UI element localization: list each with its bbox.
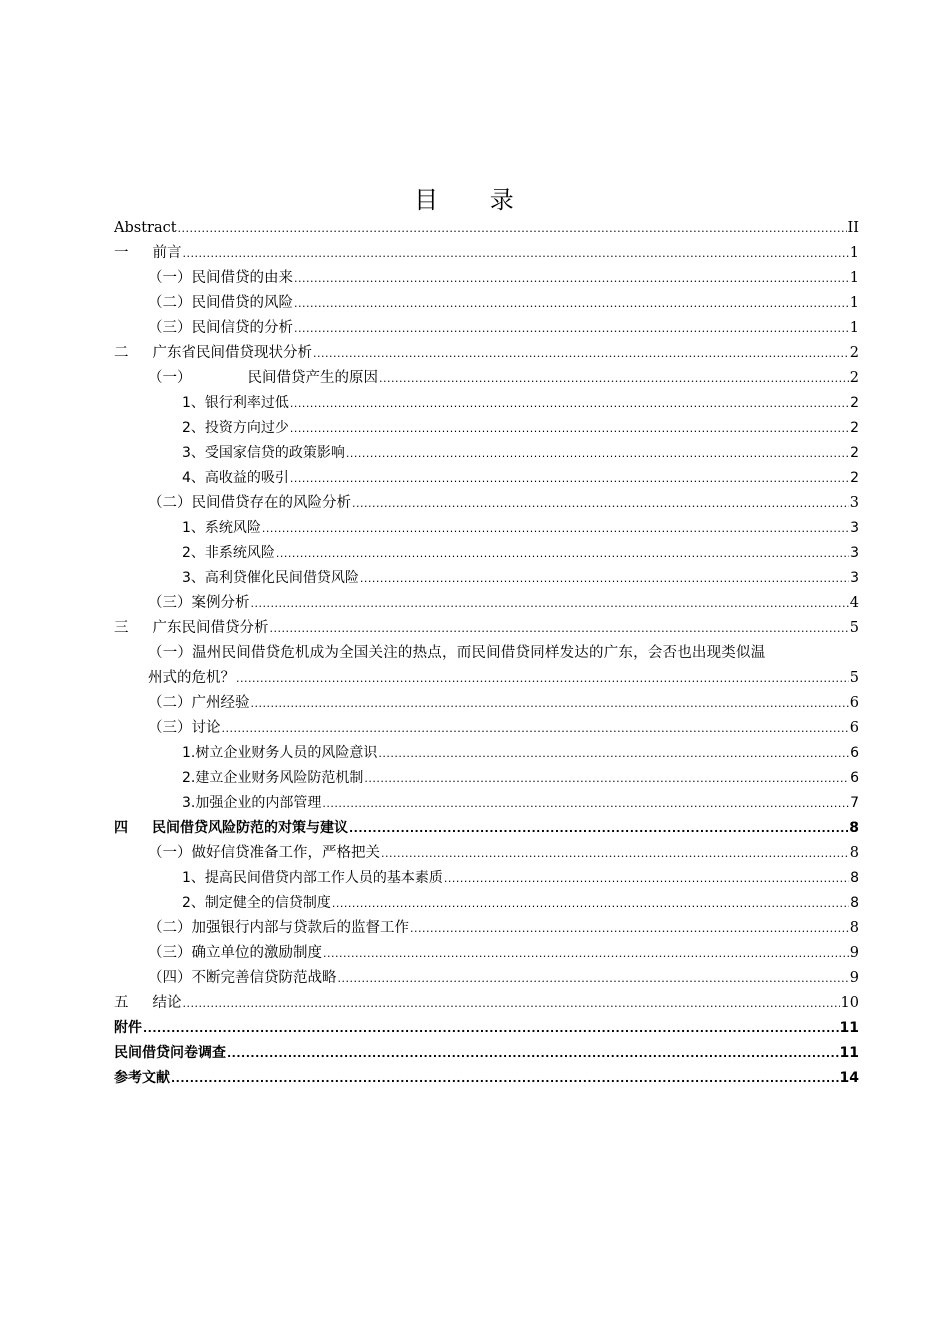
toc-entry-section[interactable]	[114, 491, 859, 516]
toc-number: 1、	[182, 520, 205, 536]
toc-entry-section[interactable]	[114, 716, 859, 741]
dot-leader	[251, 691, 849, 716]
toc-label: 高利贷催化民间借贷风险	[204, 570, 359, 586]
toc-label: 民间借贷存在的风险分析	[191, 495, 351, 511]
dot-leader	[410, 916, 849, 941]
toc-page-number: 14	[839, 1070, 859, 1086]
toc-entry-section[interactable]	[114, 266, 859, 291]
toc-entry-subsection[interactable]	[114, 791, 859, 816]
toc-page-number: 8	[849, 920, 859, 936]
toc-label: 高收益的吸引	[204, 470, 289, 486]
toc-label: 民间借贷的由来	[191, 270, 293, 286]
toc-page-number: 3	[849, 495, 859, 511]
toc-page-number: 11	[839, 1045, 859, 1061]
toc-page-number: 5	[849, 670, 859, 686]
toc-page-number: 9	[849, 945, 859, 961]
toc-entry-chapter[interactable]	[114, 991, 859, 1016]
toc-entry-section[interactable]	[114, 966, 859, 991]
toc-number: 3、	[182, 445, 205, 461]
toc-page-number: 8	[850, 870, 859, 886]
toc-entry-section[interactable]	[114, 916, 859, 941]
dot-leader	[294, 266, 849, 291]
toc-number: 3.	[182, 795, 196, 811]
dot-leader	[364, 766, 849, 791]
toc-entry-subsection[interactable]	[114, 766, 859, 791]
dot-leader	[338, 966, 849, 991]
dot-leader	[222, 716, 849, 741]
toc-number: （四）	[148, 970, 192, 986]
toc-label: 加强银行内部与贷款后的监督工作	[191, 920, 409, 936]
dot-leader	[360, 566, 849, 591]
toc-entry-section[interactable]	[114, 941, 859, 966]
toc-page-number: 8	[849, 845, 859, 861]
toc-number: 一	[114, 245, 129, 261]
toc-page-number: 6	[850, 745, 859, 761]
toc-label: 做好信贷准备工作，严格把关	[191, 845, 380, 861]
toc-number: 4、	[182, 470, 205, 486]
toc-number: （二）	[148, 695, 192, 711]
toc-number: 四	[114, 820, 128, 836]
dot-leader	[346, 441, 849, 466]
toc-entry-subsection[interactable]	[114, 391, 859, 416]
toc-page-number: 2	[850, 445, 859, 461]
toc-page-number: 2	[849, 370, 859, 386]
toc-page-number: 2	[850, 470, 859, 486]
toc-entry-chapter[interactable]	[114, 341, 859, 366]
toc-page-number: 2	[849, 345, 859, 361]
toc-label: 投资方向过少	[204, 420, 289, 436]
toc-number: 2、	[182, 545, 205, 561]
toc-label: 参考文献	[114, 1070, 170, 1086]
toc-page-number: 11	[839, 1020, 859, 1036]
dot-leader	[290, 466, 849, 491]
toc-label: 加强企业的内部管理	[195, 795, 322, 811]
dot-leader	[183, 991, 840, 1016]
toc-number: 2.	[182, 770, 196, 786]
table-of-contents	[114, 216, 859, 1091]
toc-entry-section[interactable]	[114, 591, 859, 616]
toc-page-number: 8	[849, 820, 859, 836]
toc-entry-abstract[interactable]	[114, 216, 859, 241]
toc-page-number: 3	[850, 545, 859, 561]
toc-number: 2、	[182, 420, 205, 436]
dot-leader	[379, 366, 849, 391]
toc-page-number: 1	[849, 270, 859, 286]
dot-leader	[313, 341, 849, 366]
toc-label: 案例分析	[191, 595, 250, 611]
toc-label: 民间信贷的分析	[191, 320, 293, 336]
toc-page-number: 6	[849, 720, 859, 736]
dot-leader	[143, 1016, 839, 1041]
toc-label: 民间借贷产生的原因	[247, 370, 378, 386]
toc-number: （三）	[148, 720, 192, 736]
toc-page-number: 6	[849, 695, 859, 711]
toc-label: 结论	[152, 995, 182, 1011]
toc-label: 树立企业财务人员的风险意识	[195, 745, 378, 761]
toc-entry-section[interactable]	[114, 291, 859, 316]
dot-leader	[349, 816, 848, 841]
toc-number: （三）	[148, 320, 192, 336]
toc-entry-section[interactable]	[114, 366, 859, 391]
toc-entry-subsection[interactable]	[114, 866, 859, 891]
page-title: 目 录	[414, 186, 536, 214]
toc-label: 讨论	[191, 720, 221, 736]
toc-entry-subsection[interactable]	[114, 466, 859, 491]
toc-entry-subsection[interactable]	[114, 741, 859, 766]
dot-leader	[236, 666, 849, 691]
toc-label: 前言	[152, 245, 182, 261]
toc-number: （三）	[148, 945, 192, 961]
dot-leader	[183, 241, 849, 266]
toc-page-number: 5	[849, 620, 859, 636]
toc-label: 民间借贷的风险	[191, 295, 293, 311]
toc-label: 受国家信贷的政策影响	[204, 445, 345, 461]
toc-entry-section-continuation[interactable]	[114, 666, 859, 691]
dot-leader	[290, 391, 849, 416]
toc-label: 温州民间借贷危机成为全国关注的热点，而民间借贷同样发达的广东，会否也出现类似温	[192, 645, 766, 661]
toc-entry-subsection[interactable]	[114, 891, 859, 916]
dot-leader	[323, 941, 849, 966]
toc-entry-chapter[interactable]	[114, 241, 859, 266]
dot-leader	[444, 866, 849, 891]
toc-label: 制定健全的信贷制度	[204, 895, 331, 911]
dot-leader	[276, 541, 849, 566]
toc-page-number: 2	[850, 420, 859, 436]
toc-label: 广州经验	[191, 695, 250, 711]
toc-number: （一）	[148, 270, 192, 286]
toc-label-continuation: 州式的危机？	[148, 670, 235, 686]
toc-label: 不断完善信贷防范战略	[191, 970, 337, 986]
dot-leader	[270, 616, 849, 641]
dot-leader	[171, 1066, 839, 1091]
toc-page-number: 10	[840, 995, 859, 1011]
toc-page-number: 3	[850, 520, 859, 536]
toc-page-number: 7	[850, 795, 859, 811]
toc-page-number: 8	[850, 895, 859, 911]
toc-number: （一）	[148, 370, 192, 386]
toc-page-number: 1	[849, 245, 859, 261]
toc-label: Abstract	[114, 220, 177, 236]
toc-number: （一）	[148, 845, 192, 861]
toc-page-number: II	[847, 220, 859, 236]
dot-leader	[262, 516, 849, 541]
toc-entry-chapter[interactable]	[114, 816, 859, 841]
toc-entry-section[interactable]	[114, 841, 859, 866]
toc-entry-subsection[interactable]	[114, 541, 859, 566]
toc-number: 1、	[182, 395, 205, 411]
dot-leader	[227, 1041, 839, 1066]
dot-leader	[381, 841, 849, 866]
toc-number: （二）	[148, 495, 192, 511]
toc-number: （二）	[148, 920, 192, 936]
toc-label: 广东民间借贷分析	[152, 620, 269, 636]
toc-number: 1、	[182, 870, 205, 886]
toc-number: （三）	[148, 595, 192, 611]
dot-leader	[294, 316, 849, 341]
dot-leader	[178, 216, 847, 241]
toc-number: 三	[114, 620, 129, 636]
dot-leader	[352, 491, 849, 516]
toc-number: 3、	[182, 570, 205, 586]
toc-page-number: 6	[850, 770, 859, 786]
toc-label: 提高民间借贷内部工作人员的基本素质	[204, 870, 443, 886]
toc-entry-section[interactable]	[114, 316, 859, 341]
toc-label: 建立企业财务风险防范机制	[195, 770, 364, 786]
toc-label: 民间借贷风险防范的对策与建议	[152, 820, 348, 836]
dot-leader	[294, 291, 849, 316]
dot-leader	[378, 741, 849, 766]
toc-label: 广东省民间借贷现状分析	[152, 345, 312, 361]
toc-number: 2、	[182, 895, 205, 911]
toc-entry-subsection[interactable]	[114, 416, 859, 441]
toc-entry-subsection[interactable]	[114, 516, 859, 541]
toc-label: 附件	[114, 1020, 142, 1036]
toc-page-number: 4	[849, 595, 859, 611]
toc-entry-chapter[interactable]	[114, 616, 859, 641]
toc-number: （一）	[148, 645, 193, 661]
toc-entry-section-wrapped[interactable]	[114, 641, 859, 666]
toc-entry-subsection[interactable]	[114, 441, 859, 466]
toc-number: （二）	[148, 295, 192, 311]
toc-label: 民间借贷问卷调查	[114, 1045, 226, 1061]
toc-label: 确立单位的激励制度	[191, 945, 322, 961]
toc-number: 二	[114, 345, 129, 361]
toc-page-number: 1	[849, 320, 859, 336]
toc-page-number: 2	[850, 395, 859, 411]
toc-label: 银行利率过低	[204, 395, 289, 411]
toc-entry-subsection[interactable]	[114, 566, 859, 591]
toc-entry-survey[interactable]	[114, 1041, 859, 1066]
toc-page-number: 9	[849, 970, 859, 986]
toc-label: 非系统风险	[204, 545, 275, 561]
dot-leader	[251, 591, 849, 616]
dot-leader	[332, 891, 849, 916]
toc-entry-appendix[interactable]	[114, 1016, 859, 1041]
dot-leader	[322, 791, 849, 816]
toc-page-number: 3	[850, 570, 859, 586]
toc-number: 五	[114, 995, 129, 1011]
toc-number: 1.	[182, 745, 196, 761]
toc-page-number: 1	[849, 295, 859, 311]
toc-label: 系统风险	[204, 520, 261, 536]
toc-entry-section[interactable]	[114, 691, 859, 716]
toc-entry-references[interactable]	[114, 1066, 859, 1091]
dot-leader	[290, 416, 849, 441]
